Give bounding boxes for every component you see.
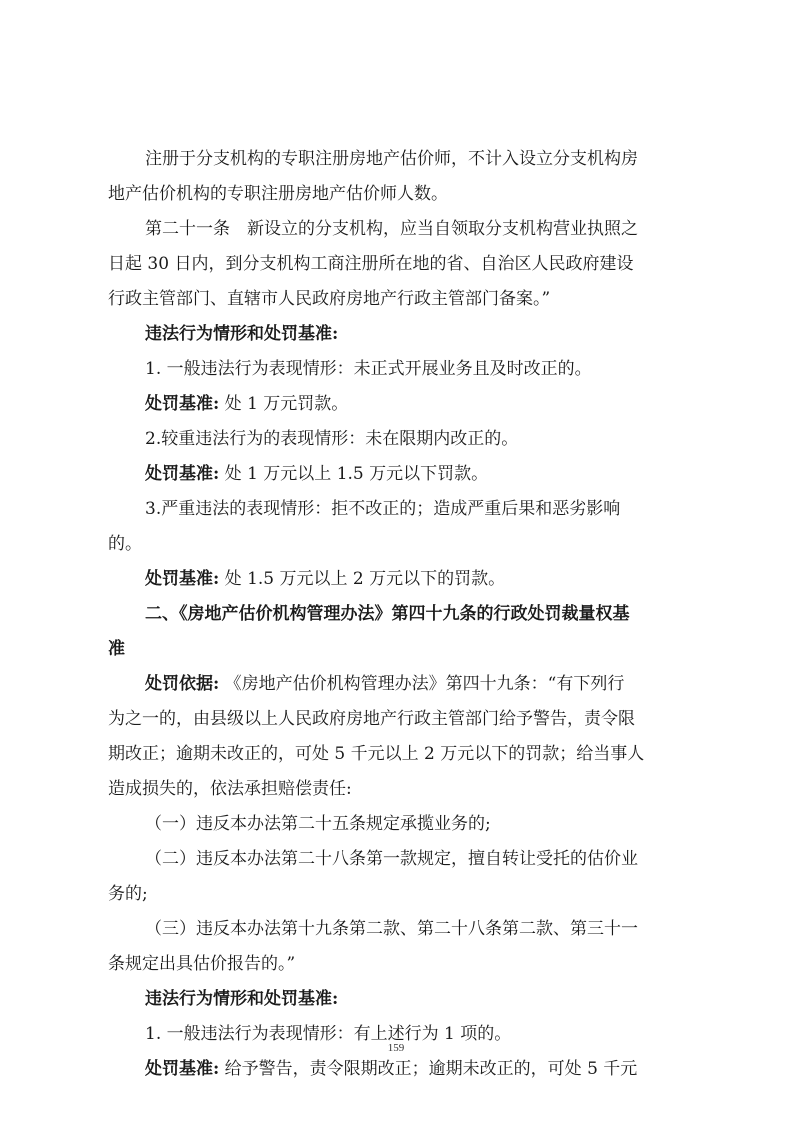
body-text: 注册于分支机构的专职注册房地产估价师，不计入设立分支机构房 xyxy=(145,149,638,169)
text-line xyxy=(108,877,688,912)
bold-text: 处罚基准: xyxy=(145,464,220,484)
body-text: （二）违反本办法第二十八条第一款规定，擅自转让受托的估价业 xyxy=(145,849,638,869)
text-line xyxy=(108,562,688,597)
body-text: 给予警告，责令限期改正；逾期未改正的，可处 5 千元 xyxy=(219,1059,638,1079)
body-text: 处 1 万元罚款。 xyxy=(219,394,349,414)
text-line xyxy=(108,422,688,457)
text-line xyxy=(108,492,688,527)
text-line xyxy=(108,527,688,562)
text-line xyxy=(108,667,688,702)
body-text: 第二十一条 新设立的分支机构，应当自领取分支机构营业执照之 xyxy=(145,219,638,239)
text-line xyxy=(108,912,688,947)
bold-text: 处罚基准: xyxy=(145,394,220,414)
bold-text: 违法行为情形和处罚基准: xyxy=(145,989,339,1009)
body-text: 为之一的，由县级以上人民政府房地产行政主管部门给予警告，责令限 xyxy=(108,709,635,729)
bold-text: 违法行为情形和处罚基准: xyxy=(145,324,339,344)
body-text: 2.较重违法行为的表现情形：未在限期内改正的。 xyxy=(145,429,519,449)
text-line xyxy=(108,737,688,772)
body-text: 日起 30 日内，到分支机构工商注册所在地的省、自治区人民政府建设 xyxy=(108,254,634,274)
text-line xyxy=(108,352,688,387)
text-line xyxy=(108,387,688,422)
page-number: 159 xyxy=(387,1042,405,1054)
body-text: 期改正；逾期未改正的，可处 5 千元以上 2 万元以下的罚款；给当事人 xyxy=(108,744,645,764)
text-line xyxy=(108,947,688,982)
bold-text: 准 xyxy=(108,639,125,659)
document-body xyxy=(108,142,688,1087)
body-text: 条规定出具估价报告的。” xyxy=(108,954,296,974)
text-line xyxy=(108,632,688,667)
text-line xyxy=(108,317,688,352)
body-text: 3.严重违法的表现情形：拒不改正的；造成严重后果和恶劣影响 xyxy=(145,499,621,519)
bold-text: 二、《房地产估价机构管理办法》第四十九条的行政处罚裁量权基 xyxy=(145,604,630,624)
body-text: 处 1.5 万元以上 2 万元以下的罚款。 xyxy=(219,569,506,589)
text-line xyxy=(108,597,688,632)
body-text: 务的; xyxy=(108,884,148,904)
bold-text: 处罚基准: xyxy=(145,1059,220,1079)
text-line xyxy=(108,982,688,1017)
text-line xyxy=(108,1052,688,1087)
body-text: 1. 一般违法行为表现情形：未正式开展业务且及时改正的。 xyxy=(145,359,592,379)
body-text: 地产估价机构的专职注册房地产估价师人数。 xyxy=(108,184,448,204)
text-line xyxy=(108,807,688,842)
body-text: （一）违反本办法第二十五条规定承揽业务的; xyxy=(145,814,491,834)
text-line xyxy=(108,142,688,177)
body-text: 《房地产估价机构管理办法》第四十九条：“有下列行 xyxy=(219,674,625,694)
bold-text: 处罚基准: xyxy=(145,569,220,589)
body-text: 的。 xyxy=(108,534,142,554)
text-line xyxy=(108,702,688,737)
text-line xyxy=(108,282,688,317)
text-line xyxy=(108,772,688,807)
text-line xyxy=(108,457,688,492)
text-line xyxy=(108,177,688,212)
body-text: 行政主管部门、直辖市人民政府房地产行政主管部门备案。” xyxy=(108,289,551,309)
bold-text: 处罚依据: xyxy=(145,674,220,694)
body-text: 1. 一般违法行为表现情形：有上述行为 1 项的。 xyxy=(145,1024,512,1044)
body-text: （三）违反本办法第十九条第二款、第二十八条第二款、第三十一 xyxy=(145,919,638,939)
body-text: 处 1 万元以上 1.5 万元以下罚款。 xyxy=(219,464,489,484)
text-line xyxy=(108,247,688,282)
text-line xyxy=(108,842,688,877)
body-text: 造成损失的，依法承担赔偿责任: xyxy=(108,779,352,799)
text-line xyxy=(108,212,688,247)
